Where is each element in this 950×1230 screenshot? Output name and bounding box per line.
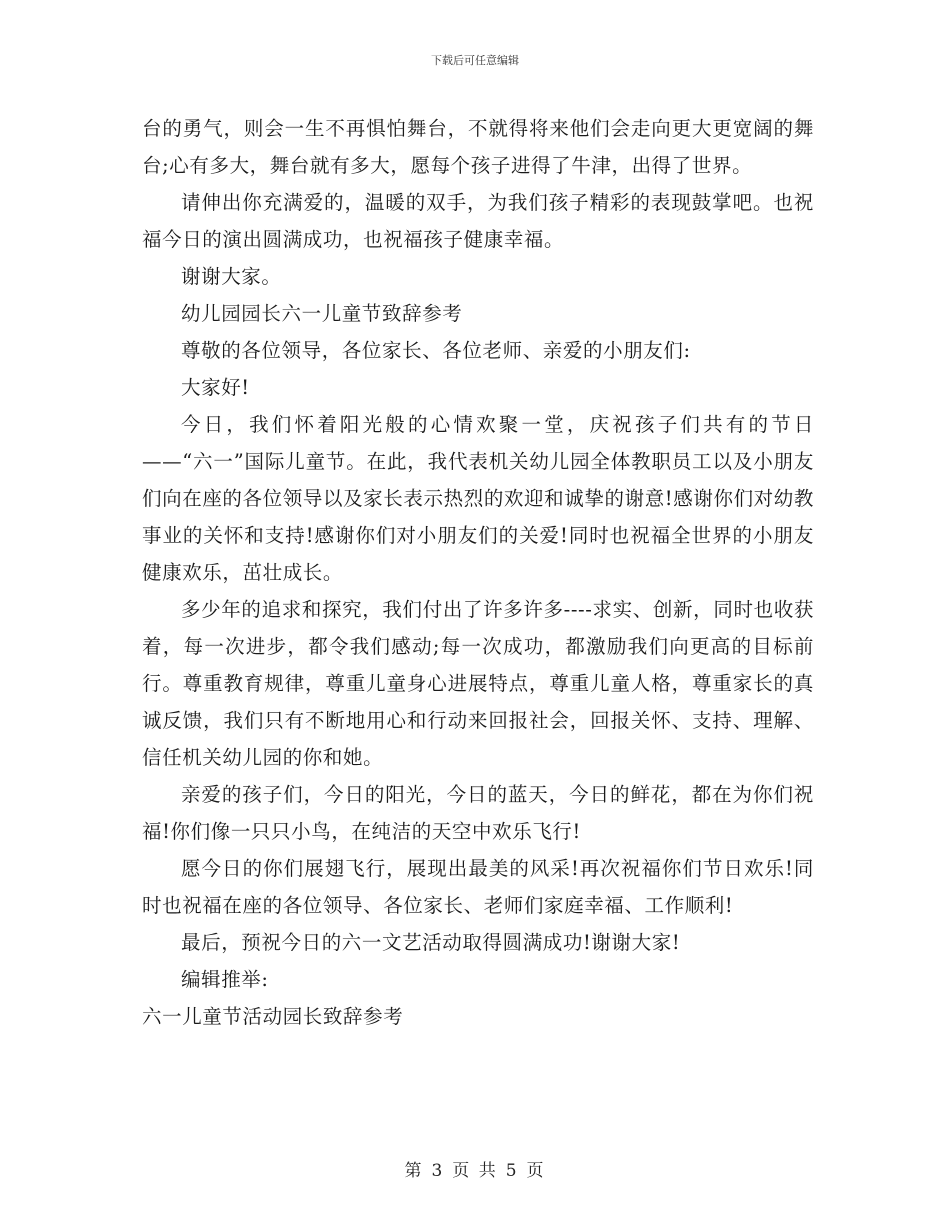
- document-body: [142, 110, 814, 1035]
- page-label-suffix: 页: [526, 1161, 546, 1181]
- paragraph-wishes: 愿今日的你们展翅飞行，展现出最美的风采!再次祝福你们节日欢乐!同时也祝福在座的各位领导、各位家长、老师们家庭幸福、工作顺利!: [142, 857, 814, 917]
- recommended-article-title: 六一儿童节活动园长致辞参考: [142, 1005, 404, 1028]
- paragraph-children: 亲爱的孩子们，今日的阳光，今日的蓝天，今日的鲜花，都在为你们祝福!你们像一只只小鸟，在纯洁的天空中欢乐飞行!: [142, 783, 814, 843]
- editor-recommendation-label: 编辑推举:: [181, 968, 269, 991]
- page-current: 3: [431, 1161, 445, 1181]
- paragraph-pursuit: 多少年的追求和探究，我们付出了许多许多----求实、创新，同时也收获着，每一次进步，都令我们感动;每一次成功，都激励我们向更高的目标前行。尊重教育规律，尊重儿童身心进展特点，尊重儿童人格，尊重家长的真诚反馈，我们只有不断地用心和行动来回报社会，回报关怀、支持、理解、信任机关幼儿园的你和她。: [142, 598, 814, 769]
- page-label-prefix: 第: [404, 1161, 424, 1181]
- page-total: 5: [505, 1161, 519, 1181]
- page-footer: [0, 1156, 950, 1181]
- paragraph-continuation: 台的勇气，则会一生不再惧怕舞台，不就得将来他们会走向更大更宽阔的舞台;心有多大，舞台就有多大，愿每个孩子进得了牛津，出得了世界。: [142, 117, 814, 177]
- paragraph-applause: 请伸出你充满爱的，温暖的双手，为我们孩子精彩的表现鼓掌吧。也祝福今日的演出圆满成功，也祝福孩子健康幸福。: [142, 191, 814, 251]
- paragraph-celebration: 今日，我们怀着阳光般的心情欢聚一堂，庆祝孩子们共有的节日——“六一”国际儿童节。在此，我代表机关幼儿园全体教职员工以及小朋友们向在座的各位领导以及家长表示热烈的欢迎和诚挚的谢意!感谢你们对幼教事业的关怀和支持!感谢你们对小朋友们的关爱!同时也祝福全世界的小朋友健康欢乐，茁壮成长。: [142, 413, 814, 584]
- page-label-mid: 页 共: [452, 1161, 498, 1181]
- section-title: 幼儿园园长六一儿童节致辞参考: [181, 302, 463, 325]
- paragraph-closing: 最后，预祝今日的六一文艺活动取得圆满成功!谢谢大家!: [181, 931, 681, 954]
- page-header-note: 下载后可任意编辑: [431, 54, 519, 67]
- salutation: 尊敬的各位领导，各位家长、各位老师、亲爱的小朋友们:: [181, 339, 691, 362]
- paragraph-thanks: 谢谢大家。: [181, 265, 282, 288]
- greeting: 大家好!: [181, 376, 250, 399]
